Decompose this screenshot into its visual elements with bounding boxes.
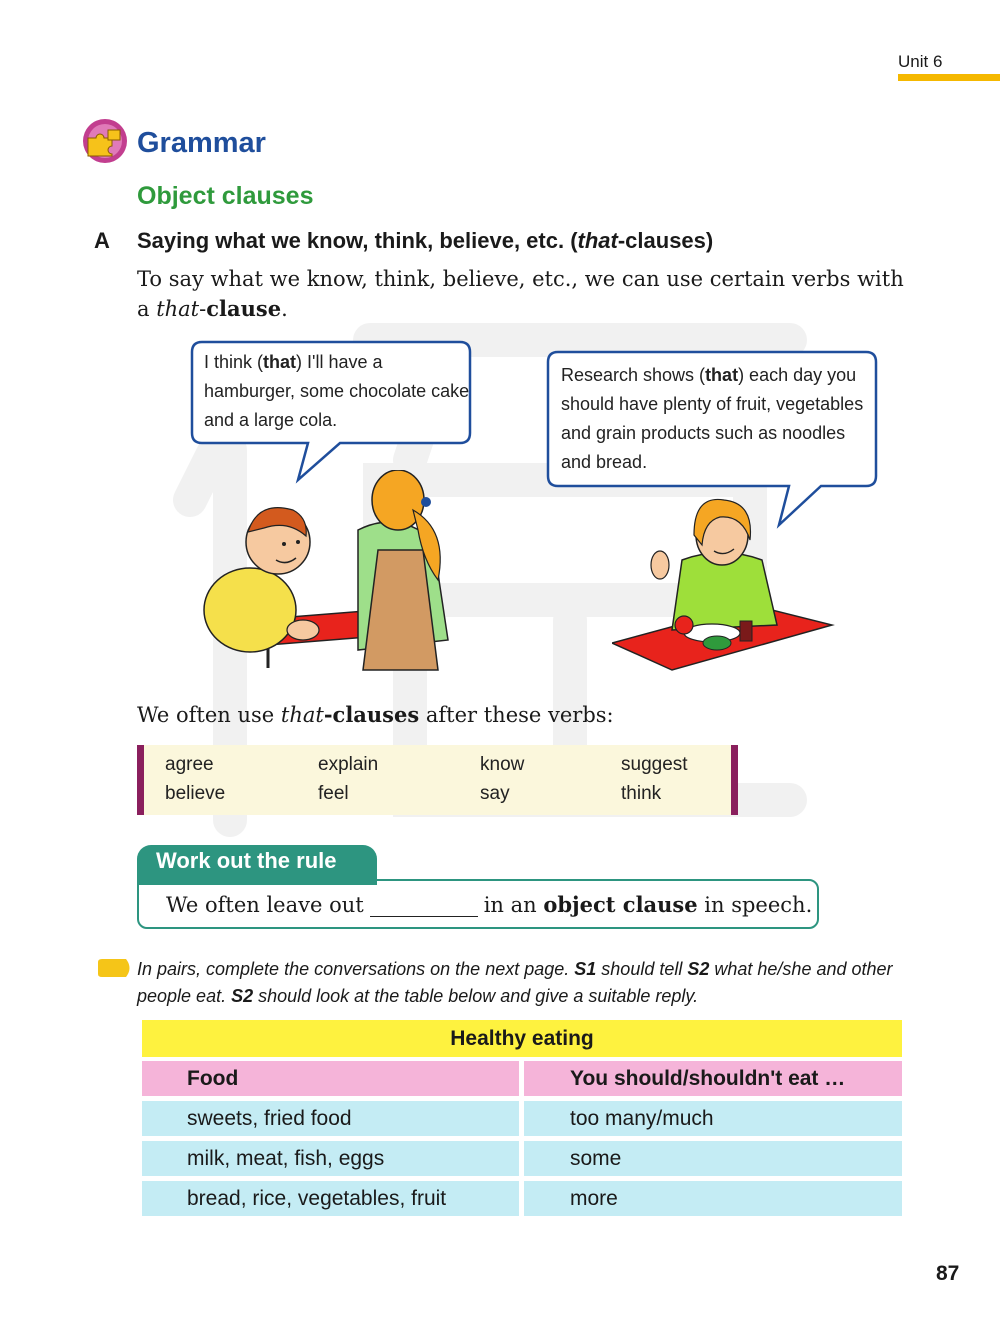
puzzle-icon — [78, 118, 132, 164]
illustration-boy-waitress — [198, 470, 468, 680]
table-row-amount: some — [570, 1147, 622, 1170]
verb-box-bar-left — [137, 745, 144, 815]
speech-text-left: I think (that) I'll have a hamburger, some chocolate cake and a large cola. — [204, 352, 470, 430]
verb-item: think — [621, 783, 662, 804]
unit-bar — [898, 74, 1000, 81]
intro-text: To say what we know, think, believe, etc., we can use certain verbs with a that-clause. — [137, 267, 904, 321]
rule-blank[interactable] — [370, 896, 478, 917]
pencil-icon — [96, 958, 134, 978]
table-row-food: sweets, fried food — [187, 1107, 352, 1130]
verb-item: explain — [318, 754, 379, 775]
verb-box-bar-right — [731, 745, 738, 815]
subsection-title: Object clauses — [137, 182, 314, 210]
verb-item: feel — [318, 783, 349, 804]
illustration-woman-eating — [612, 495, 882, 675]
part-letter: A — [94, 228, 110, 253]
rule-title: Work out the rule — [156, 848, 337, 873]
verb-item: know — [480, 754, 525, 775]
rule-text: We often leave out in an object clause in speech. — [166, 892, 813, 917]
speech-text-right: Research shows (that) each day you should have plenty of fruit, vegetables and grain products such as noodles and bread. — [561, 365, 864, 472]
table-header-amount: You should/shouldn't eat … — [570, 1067, 846, 1090]
verb-item: suggest — [621, 754, 688, 775]
table-row-food: milk, meat, fish, eggs — [187, 1147, 385, 1170]
part-heading: Saying what we know, think, believe, etc. (that-clauses) — [137, 228, 714, 253]
table-row-amount: more — [570, 1187, 618, 1210]
table-row-amount: too many/much — [570, 1107, 714, 1130]
table-header-food: Food — [187, 1067, 239, 1090]
table-title: Healthy eating — [450, 1027, 594, 1050]
instruction-text: In pairs, complete the conversations on the next page. S1 should tell S2 what he/she and other people eat. S2 should look at the table below and give a suitable reply. — [137, 959, 893, 1006]
verbs-intro: We often use that-clauses after these verbs: — [137, 702, 614, 727]
table-row-food: bread, rice, vegetables, fruit — [187, 1187, 447, 1210]
verb-item: agree — [165, 754, 214, 775]
page-number: 87 — [936, 1262, 960, 1285]
unit-label: Unit 6 — [898, 52, 943, 71]
section-title: Grammar — [137, 127, 266, 159]
verb-item: believe — [165, 783, 226, 804]
verb-item: say — [480, 783, 510, 804]
